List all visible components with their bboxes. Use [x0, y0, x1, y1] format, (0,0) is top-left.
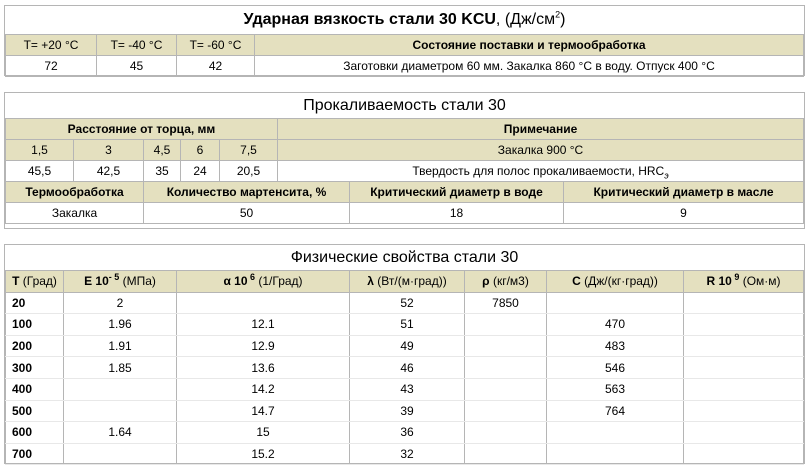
table-row	[6, 357, 804, 379]
property-value-cell	[684, 292, 804, 314]
property-value-cell	[684, 400, 804, 422]
temperature-cell: 300	[6, 357, 64, 379]
property-value-cell	[684, 314, 804, 336]
property-value-cell	[547, 443, 684, 465]
oil-diameter-header: Критический диаметр в масле	[564, 182, 804, 203]
property-value-cell: 15.2	[177, 443, 350, 465]
property-value-cell: 1.91	[64, 335, 177, 357]
martensite-value: 50	[144, 203, 350, 224]
property-value-cell	[64, 400, 177, 422]
distance-cell: 3	[74, 140, 144, 161]
table-row	[6, 443, 804, 465]
temperature-cell: 500	[6, 400, 64, 422]
hardenability-table	[4, 92, 805, 229]
property-value-cell	[684, 378, 804, 400]
property-value-cell: 12.1	[177, 314, 350, 336]
water-diameter-value: 18	[350, 203, 564, 224]
property-value-cell	[64, 378, 177, 400]
property-value-cell	[684, 335, 804, 357]
impact-toughness-table	[4, 5, 805, 76]
distance-cell: 6	[181, 140, 220, 161]
impact-value-cell: 72	[6, 56, 97, 77]
physical-header-cell: R 10 $^9$ (Ом·м)	[684, 271, 804, 293]
physical-header-cell: T (Град)	[6, 271, 64, 293]
property-value-cell: 1.96	[64, 314, 177, 336]
note-hardness: Твердость для полос прокаливаемости, $HRC_э$	[278, 161, 804, 182]
property-value-cell: 14.2	[177, 378, 350, 400]
impact-header-cell: T= -60 °C	[177, 35, 255, 56]
property-value-cell: 14.7	[177, 400, 350, 422]
property-value-cell: 7850	[465, 292, 547, 314]
martensite-header: Количество мартенсита, %	[144, 182, 350, 203]
hardness-cell: 42,5	[74, 161, 144, 182]
property-value-cell	[547, 292, 684, 314]
property-value-cell: 32	[350, 443, 465, 465]
property-value-cell	[465, 314, 547, 336]
water-diameter-header: Критический диаметр в воде	[350, 182, 564, 203]
physical-header-cell: λ (Вт/(м·град))	[350, 271, 465, 293]
distance-header: Расстояние от торца, мм	[6, 119, 278, 140]
table-row	[6, 378, 804, 400]
property-value-cell	[64, 443, 177, 465]
property-value-cell	[547, 422, 684, 444]
hardness-cell: 24	[181, 161, 220, 182]
property-value-cell: 15	[177, 422, 350, 444]
property-value-cell	[465, 443, 547, 465]
property-value-cell: 470	[547, 314, 684, 336]
table-row	[6, 400, 804, 422]
property-value-cell: 1.64	[64, 422, 177, 444]
property-value-cell	[177, 292, 350, 314]
property-value-cell: 546	[547, 357, 684, 379]
distance-cell: 7,5	[220, 140, 278, 161]
hardness-cell: 20,5	[220, 161, 278, 182]
oil-diameter-value: 9	[564, 203, 804, 224]
physical-header-cell: C (Дж/(кг·град))	[547, 271, 684, 293]
table-row	[6, 335, 804, 357]
hardenability-title: Прокаливаемость стали 30	[6, 93, 804, 119]
temperature-cell: 20	[6, 292, 64, 314]
property-value-cell: 483	[547, 335, 684, 357]
property-value-cell: 2	[64, 292, 177, 314]
physical-header-cell: ρ (кг/м3)	[465, 271, 547, 293]
property-value-cell: 12.9	[177, 335, 350, 357]
table-row	[6, 314, 804, 336]
property-value-cell: 43	[350, 378, 465, 400]
property-value-cell	[465, 422, 547, 444]
temperature-cell: 600	[6, 422, 64, 444]
property-value-cell: 764	[547, 400, 684, 422]
property-value-cell	[684, 357, 804, 379]
hardness-cell: 35	[144, 161, 181, 182]
temperature-cell: 400	[6, 378, 64, 400]
property-value-cell	[465, 335, 547, 357]
impact-value-cell: Заготовки диаметром 60 мм. Закалка 860 °C в воду. Отпуск 400 °C	[255, 56, 804, 77]
property-value-cell: 36	[350, 422, 465, 444]
property-value-cell: 39	[350, 400, 465, 422]
impact-header-cell: T= -40 °C	[97, 35, 177, 56]
property-value-cell: 13.6	[177, 357, 350, 379]
property-value-cell: 49	[350, 335, 465, 357]
property-value-cell	[684, 422, 804, 444]
distance-cell: 1,5	[6, 140, 74, 161]
impact-value-cell: 42	[177, 56, 255, 77]
temperature-cell: 700	[6, 443, 64, 465]
property-value-cell: 1.85	[64, 357, 177, 379]
temperature-cell: 100	[6, 314, 64, 336]
physical-header-cell: α 10 $^6$ (1/Град)	[177, 271, 350, 293]
physical-properties-table	[4, 244, 805, 464]
property-value-cell: 46	[350, 357, 465, 379]
physical-header-cell: E $10^{- 5}$ (МПа)	[64, 271, 177, 293]
note-header: Примечание	[278, 119, 804, 140]
impact-header-cell: T= +20 °C	[6, 35, 97, 56]
treatment-header: Термообработка	[6, 182, 144, 203]
treatment-value: Закалка	[6, 203, 144, 224]
property-value-cell: 51	[350, 314, 465, 336]
property-value-cell: 563	[547, 378, 684, 400]
impact-title: Ударная вязкость стали 30 KCU, $(Дж/см^2)$	[6, 6, 804, 35]
impact-header-cell: Состояние поставки и термообработка	[255, 35, 804, 56]
property-value-cell	[465, 378, 547, 400]
property-value-cell	[465, 400, 547, 422]
hardness-cell: 45,5	[6, 161, 74, 182]
property-value-cell: 52	[350, 292, 465, 314]
note-quench: Закалка 900 °C	[278, 140, 804, 161]
table-row	[6, 422, 804, 444]
table-row	[6, 292, 804, 314]
property-value-cell	[684, 443, 804, 465]
impact-value-cell: 45	[97, 56, 177, 77]
temperature-cell: 200	[6, 335, 64, 357]
distance-cell: 4,5	[144, 140, 181, 161]
physical-title: Физические свойства стали 30	[6, 245, 804, 271]
property-value-cell	[465, 357, 547, 379]
